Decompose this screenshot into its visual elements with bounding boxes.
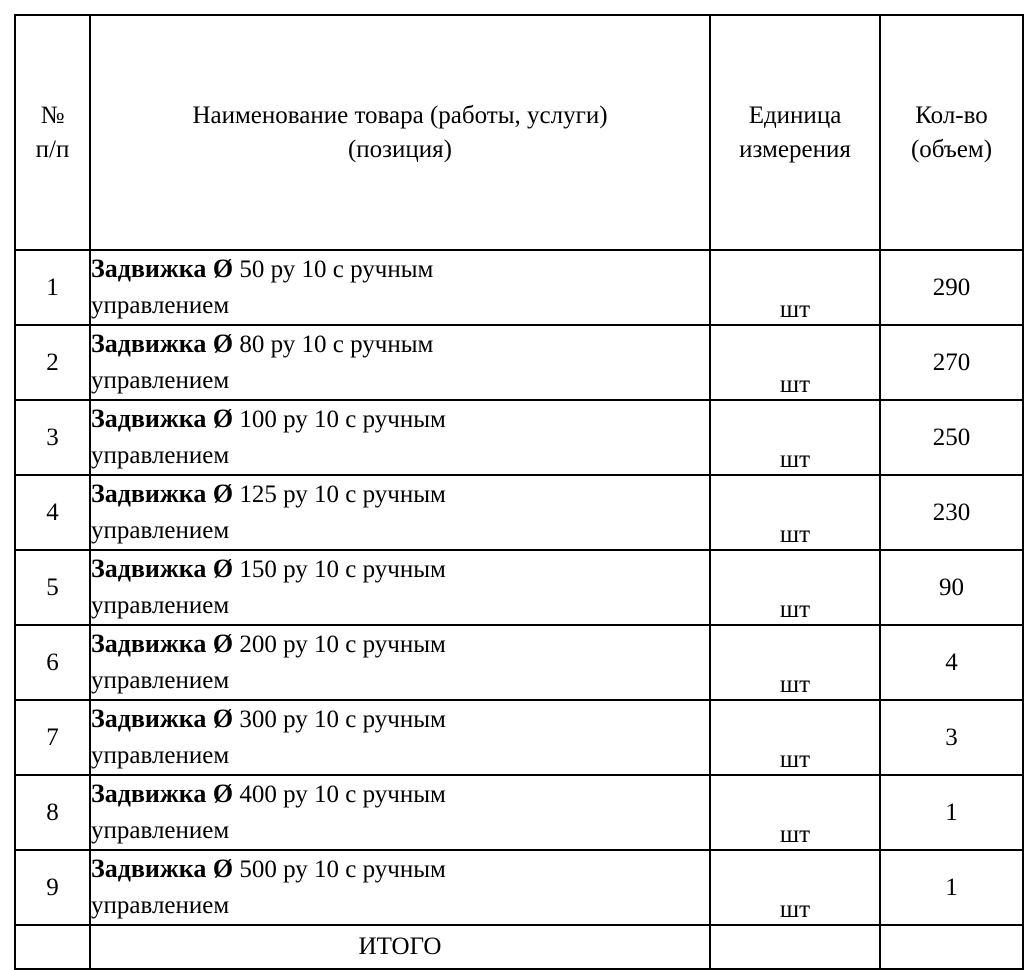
item-quantity: 3 [880,700,1023,775]
item-name-rest: 80 ру 10 с ручным [233,331,434,358]
header-unit [710,15,880,250]
item-name-line-2: управлением [91,667,230,694]
total-unit-cell [710,925,880,969]
item-name-strong: Задвижка Ø [91,329,234,358]
item-name-strong: Задвижка Ø [91,404,234,433]
table-row [15,325,1023,400]
row-number: 4 [15,475,90,550]
row-number: 7 [15,700,90,775]
header-num [15,15,90,250]
item-name-line-1 [91,701,709,738]
item-name-strong: Задвижка Ø [91,479,234,508]
item-name-rest: 500 ру 10 с ручным [233,856,446,883]
item-name-strong: Задвижка Ø [91,704,234,733]
header-num-line-1: № [40,101,65,129]
item-unit: шт [710,700,880,775]
table-row [15,625,1023,700]
total-row [15,925,1023,969]
item-name-strong: Задвижка Ø [91,854,234,883]
header-qty-line-1: Кол-во [915,101,988,129]
item-name-strong: Задвижка Ø [91,554,234,583]
header-unit-line-2: измерения [739,135,851,163]
row-number: 9 [15,850,90,925]
item-unit: шт [710,550,880,625]
item-quantity: 1 [880,850,1023,925]
total-qty-cell [880,925,1023,969]
item-unit: шт [710,775,880,850]
item-name-strong: Задвижка Ø [91,779,234,808]
item-name [90,700,710,775]
item-name-line-2: управлением [91,367,230,394]
item-name-line-2: управлением [91,592,230,619]
item-name-line-1 [91,851,709,888]
row-number: 8 [15,775,90,850]
item-name-line-2: управлением [91,742,230,769]
row-number: 2 [15,325,90,400]
item-unit: шт [710,475,880,550]
header-num-line-2: п/п [35,135,70,163]
header-qty [880,15,1023,250]
item-name [90,550,710,625]
item-name-line-1 [91,776,709,813]
item-name-rest: 150 ру 10 с ручным [233,556,446,583]
item-quantity: 1 [880,775,1023,850]
item-unit: шт [710,400,880,475]
item-name-strong: Задвижка Ø [91,254,234,283]
item-name-line-1 [91,626,709,663]
item-name [90,250,710,325]
item-quantity: 290 [880,250,1023,325]
item-name-rest: 100 ру 10 с ручным [233,406,446,433]
item-name-line-2: управлением [91,292,230,319]
item-name [90,775,710,850]
item-unit: шт [710,625,880,700]
header-name-line-1: Наименование товара (работы, услуги) [192,101,608,129]
header-name-line-2: (позиция) [347,135,453,163]
item-name-rest: 300 ру 10 с ручным [233,706,446,733]
row-number: 6 [15,625,90,700]
item-unit: шт [710,250,880,325]
table-row [15,700,1023,775]
item-name-line-2: управлением [91,892,230,919]
total-label: ИТОГО [90,925,710,969]
table-row [15,400,1023,475]
item-name-rest: 125 ру 10 с ручным [233,481,446,508]
total-num-cell [15,925,90,969]
row-number: 3 [15,400,90,475]
item-name [90,400,710,475]
item-name-rest: 50 ру 10 с ручным [233,256,434,283]
table-row [15,550,1023,625]
specification-table [14,14,1024,970]
item-name-line-2: управлением [91,517,230,544]
item-name-rest: 200 ру 10 с ручным [233,631,446,658]
item-unit: шт [710,325,880,400]
item-name-line-1 [91,251,709,288]
item-quantity: 90 [880,550,1023,625]
item-quantity: 230 [880,475,1023,550]
table-body [15,250,1023,925]
item-quantity: 250 [880,400,1023,475]
item-unit: шт [710,850,880,925]
header-name [90,15,710,250]
row-number: 5 [15,550,90,625]
item-name [90,850,710,925]
item-name [90,325,710,400]
table-row [15,475,1023,550]
row-number: 1 [15,250,90,325]
item-name-line-1 [91,326,709,363]
table-row [15,850,1023,925]
header-row [15,15,1023,250]
item-name-line-2: управлением [91,817,230,844]
item-name [90,625,710,700]
item-name-rest: 400 ру 10 с ручным [233,781,446,808]
header-unit-line-1: Единица [748,101,842,129]
item-name-line-1 [91,551,709,588]
table-row [15,250,1023,325]
table-row [15,775,1023,850]
header-qty-line-2: (объем) [910,135,993,163]
item-name-line-1 [91,401,709,438]
item-quantity: 270 [880,325,1023,400]
item-name-strong: Задвижка Ø [91,629,234,658]
item-quantity: 4 [880,625,1023,700]
item-name-line-2: управлением [91,442,230,469]
item-name [90,475,710,550]
item-name-line-1 [91,476,709,513]
